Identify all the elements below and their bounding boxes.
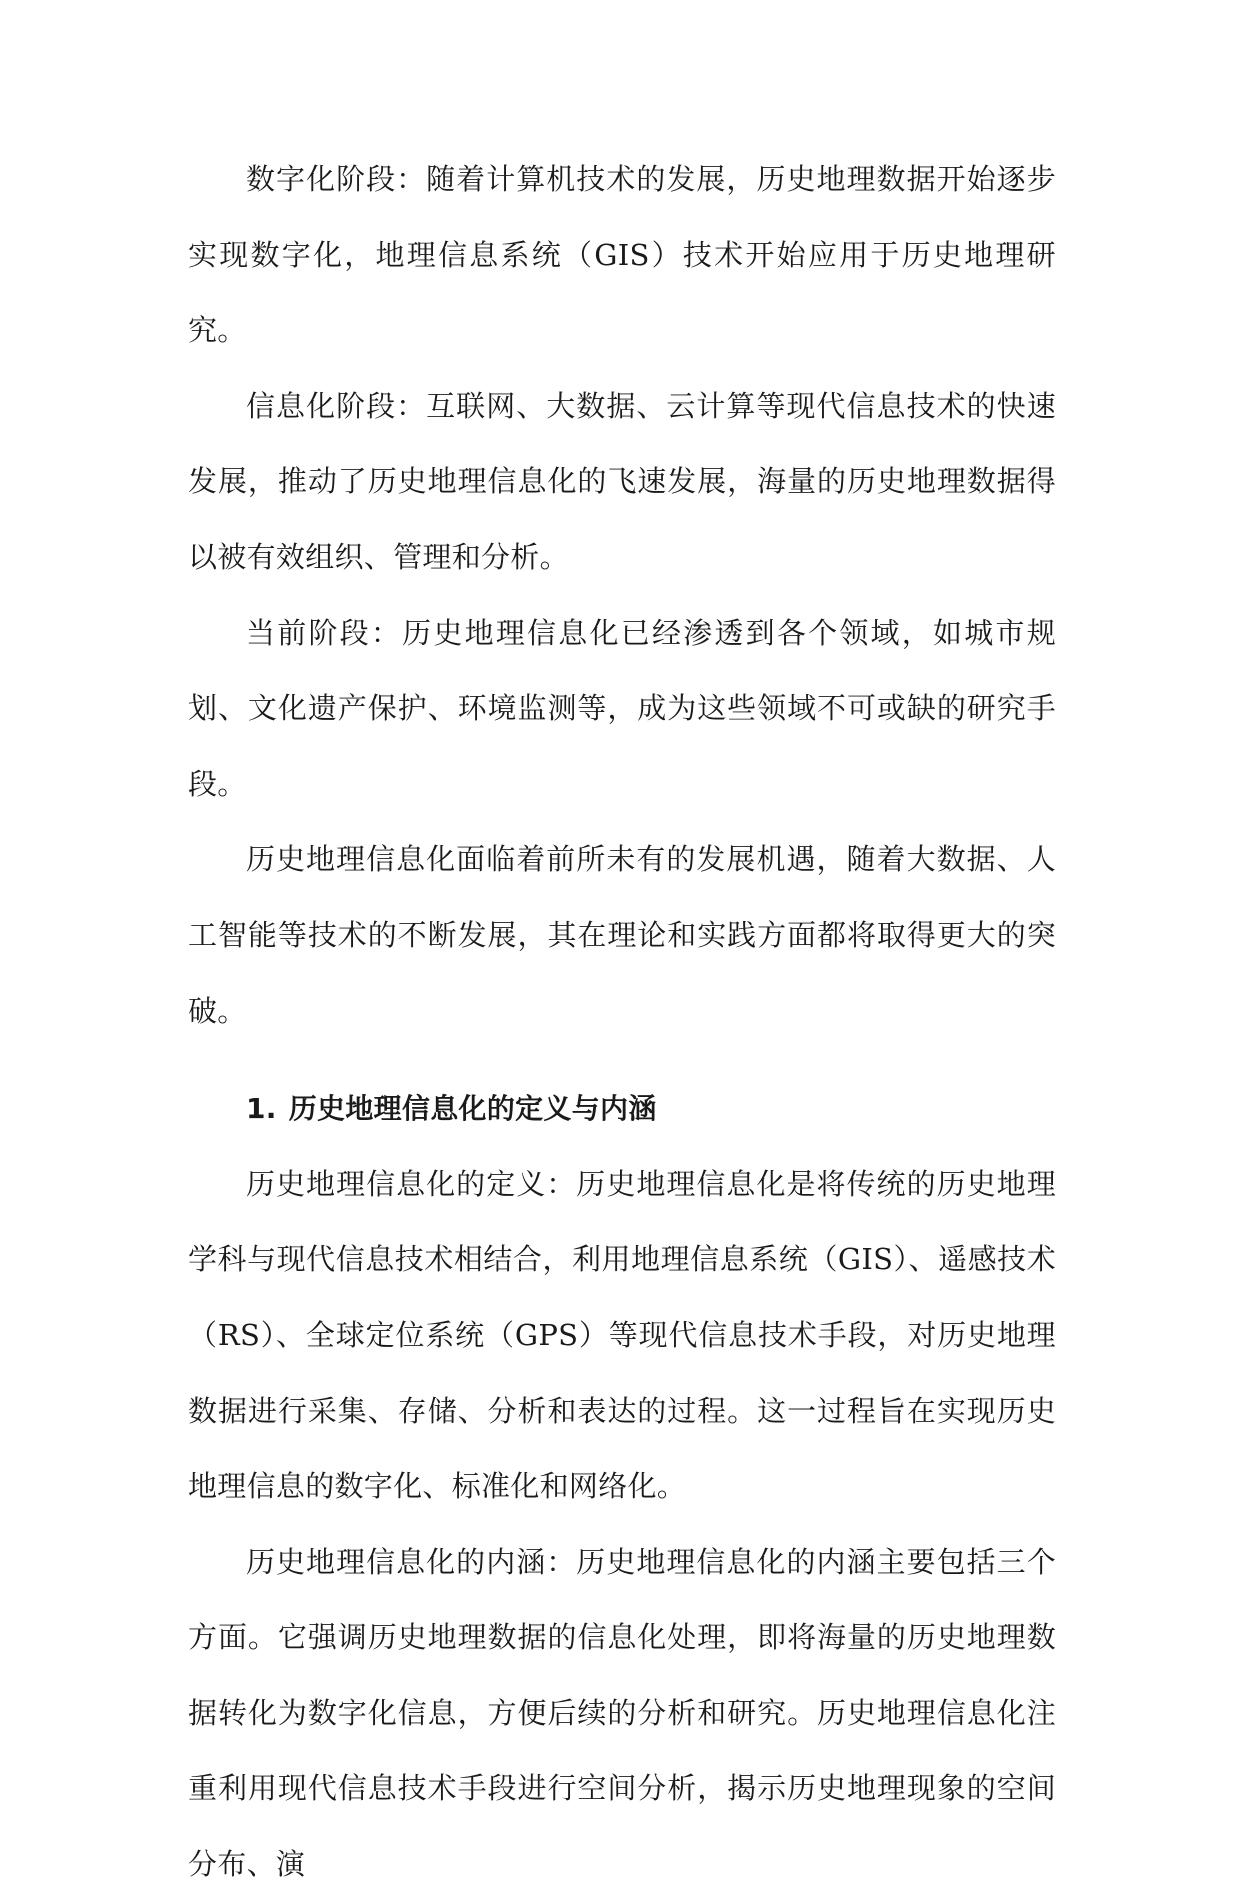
document-body — [188, 142, 1056, 1903]
paragraph-informatization-stage: 信息化阶段：互联网、大数据、云计算等现代信息技术的快速发展，推动了历史地理信息化的飞速发展，海量的历史地理数据得以被有效组织、管理和分析。 — [188, 388, 1056, 574]
section-title: 历史地理信息化的定义与内涵 — [288, 1092, 657, 1126]
paragraph-definition: 历史地理信息化的定义：历史地理信息化是将传统的历史地理学科与现代信息技术相结合，利用地理信息系统（GIS）、遥感技术（RS）、全球定位系统（GPS）等现代信息技术手段，对历史地理数据进行采集、存储、分析和表达的过程。这一过程旨在实现历史地理信息的数字化、标准化和网络化。 — [188, 1166, 1056, 1504]
paragraph-connotation: 历史地理信息化的内涵：历史地理信息化的内涵主要包括三个方面。它强调历史地理数据的信息化处理，即将海量的历史地理数据转化为数字化信息，方便后续的分析和研究。历史地理信息化注重利用现代信息技术手段进行空间分析，揭示历史地理现象的空间分布、演 — [188, 1544, 1056, 1882]
section-number: 1. — [246, 1092, 277, 1126]
paragraph-digitization-stage: 数字化阶段：随着计算机技术的发展，历史地理数据开始逐步实现数字化，地理信息系统（GIS）技术开始应用于历史地理研究。 — [188, 162, 1056, 348]
paragraph-current-stage: 当前阶段：历史地理信息化已经渗透到各个领域，如城市规划、文化遗产保护、环境监测等，成为这些领域不可或缺的研究手段。 — [188, 615, 1056, 801]
section-heading — [188, 1071, 1056, 1147]
paragraph-opportunities: 历史地理信息化面临着前所未有的发展机遇，随着大数据、人工智能等技术的不断发展，其在理论和实践方面都将取得更大的突破。 — [188, 842, 1056, 1028]
